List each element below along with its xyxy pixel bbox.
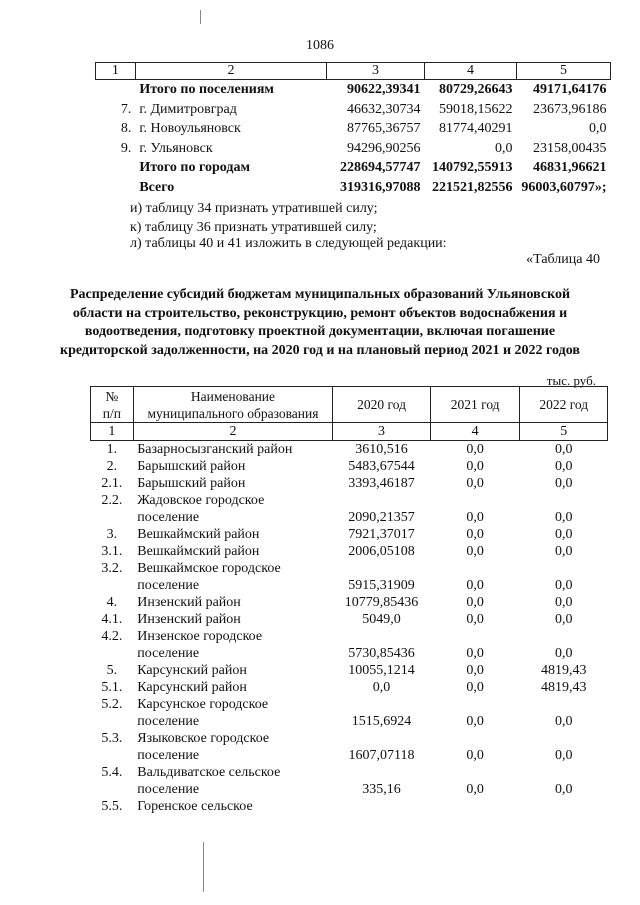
value-2022: 0,0	[554, 442, 573, 457]
table-row	[96, 178, 611, 198]
table-row	[91, 594, 608, 611]
header-cell: 2	[135, 63, 326, 80]
name-line-1: Инзенское городское	[137, 629, 263, 644]
table-row	[91, 458, 608, 475]
value-2020: 3393,46187	[348, 476, 415, 491]
paragraph-l: л) таблицы 40 и 41 изложить в следующей редакции:	[130, 236, 447, 251]
value-2021: 0,0	[466, 578, 484, 593]
value-2021: 0,0	[466, 782, 484, 797]
name-line-1: Базарносызганский район	[137, 442, 293, 457]
name-line-2: поселение	[137, 646, 200, 661]
scan-mark-top	[200, 10, 201, 24]
table-row	[91, 628, 608, 662]
header-name: Наименование муниципального образования	[133, 387, 332, 423]
name-line-2: поселение	[137, 510, 200, 525]
row-number: 4.2.	[101, 629, 123, 644]
row-name: Всего	[139, 179, 175, 195]
summary-table-header	[96, 63, 611, 80]
table-row	[91, 475, 608, 492]
header-cell: 5	[516, 63, 610, 80]
value-2022: 0,0	[554, 544, 573, 559]
row-number: 5.2.	[101, 697, 123, 712]
table-row	[91, 492, 608, 526]
value-2022: 4819,43	[540, 680, 587, 695]
table-row	[91, 543, 608, 560]
table-row	[91, 764, 608, 798]
header-2022: 2022 год	[520, 387, 608, 423]
value-2021: 0,0	[466, 476, 484, 491]
value-2022: 49171,64176	[533, 82, 607, 97]
municipality-name	[133, 662, 332, 679]
row-number: 2.2.	[101, 493, 123, 508]
value-2021: 59018,15622	[438, 101, 513, 117]
value-2021: 0,0	[494, 140, 513, 156]
value-2020: 5483,67544	[348, 459, 415, 474]
value-2020: 94296,90256	[347, 140, 421, 156]
col-number: 1	[91, 423, 134, 441]
name-line-1: Карсунский район	[137, 680, 247, 695]
value-2022: 0,0	[554, 714, 573, 729]
value-2020	[333, 798, 431, 815]
value-2022: 0,0	[554, 527, 573, 542]
name-line-1: Горенское сельское	[137, 799, 253, 814]
value-2020: 2006,05108	[348, 544, 415, 559]
table-row	[91, 798, 608, 815]
municipality-name	[133, 492, 332, 526]
value-2022: 23673,96186	[533, 101, 607, 117]
name-line-2: поселение	[137, 578, 200, 593]
row-number: 2.1.	[101, 476, 123, 491]
col-number: 4	[430, 423, 520, 441]
row-number: 3.1.	[101, 544, 123, 559]
header-cell: 4	[425, 63, 517, 80]
value-2022: 96003,60797»;	[521, 179, 607, 195]
row-number: 5.	[106, 663, 118, 678]
row-name: г. Димитровград	[139, 101, 237, 117]
row-number: 3.	[106, 527, 118, 542]
value-2020: 87765,36757	[347, 121, 421, 137]
value-2022: 0,0	[554, 459, 573, 474]
subsidy-table-header	[91, 387, 608, 423]
value-2021: 0,0	[466, 663, 484, 678]
table-row	[96, 158, 611, 178]
summary-table	[95, 62, 611, 198]
value-2022: 0,0	[554, 748, 573, 763]
municipality-name	[133, 611, 332, 628]
row-name: г. Ульяновск	[139, 140, 213, 156]
table-row	[96, 100, 611, 120]
name-line-2: поселение	[137, 782, 200, 797]
value-2022: 0,0	[554, 646, 573, 661]
row-number: 5.5.	[101, 799, 123, 814]
value-2020: 0,0	[372, 680, 391, 695]
document-title: Распределение субсидий бюджетам муниципальных образований Ульяновской области на строительство, реконструкцию, ремонт объектов водоснабжения и водоотведения, подготовку проектной документации, включая погашение кредиторской задолженности, на 2020 год и на плановый период 2021 и 2022 годов	[60, 287, 580, 358]
row-number	[96, 80, 136, 100]
name-line-1: Вешкаймское городское	[137, 561, 281, 576]
value-2020: 335,16	[362, 782, 401, 797]
municipality-name	[133, 560, 332, 594]
row-number: 2.	[106, 459, 118, 474]
row-number: 3.2.	[101, 561, 123, 576]
name-line-1: Инзенский район	[137, 595, 241, 610]
value-2021: 140792,55913	[431, 160, 513, 176]
row-number: 1.	[106, 442, 118, 457]
value-2021: 0,0	[466, 748, 484, 763]
municipality-name	[133, 543, 332, 560]
table-row	[91, 730, 608, 764]
value-2021: 0,0	[466, 612, 484, 627]
municipality-name	[133, 594, 332, 611]
name-line-1: Барышский район	[137, 459, 246, 474]
row-number: 8.	[120, 121, 132, 137]
table-row	[91, 696, 608, 730]
value-2022: 4819,43	[540, 663, 587, 678]
paragraph-i: и) таблицу 34 признать утратившей силу;	[130, 201, 378, 216]
paragraph-k: к) таблицу 36 признать утратившей силу;	[130, 220, 377, 235]
value-2021: 0,0	[466, 544, 484, 559]
value-2020: 319316,97088	[340, 179, 421, 195]
value-2020: 7921,37017	[348, 527, 415, 542]
row-name: г. Новоульяновск	[139, 121, 241, 137]
table-row	[96, 119, 611, 139]
municipality-name	[133, 696, 332, 730]
name-line-1: Вальдиватское сельское	[137, 765, 281, 780]
municipality-name	[133, 798, 332, 815]
name-line-1: Инзенский район	[137, 612, 241, 627]
header-no: № п/п	[91, 387, 134, 423]
value-2020: 5049,0	[362, 612, 401, 627]
table-row	[91, 560, 608, 594]
value-2021: 80729,26643	[438, 82, 513, 97]
value-2021: 81774,40291	[438, 121, 513, 137]
row-number: 7.	[120, 101, 132, 117]
value-2022: 0,0	[554, 476, 573, 491]
municipality-name	[133, 526, 332, 543]
table-row	[91, 441, 608, 459]
value-2022: 0,0	[554, 510, 573, 525]
value-2020: 3610,516	[355, 442, 408, 457]
value-2020: 90622,39341	[347, 82, 421, 97]
name-line-1: Барышский район	[137, 476, 246, 491]
value-2022: 0,0	[589, 121, 607, 137]
subsidy-table	[90, 386, 608, 815]
table-row	[91, 611, 608, 628]
scan-mark-bottom	[203, 842, 204, 892]
name-line-2: поселение	[137, 748, 200, 763]
value-2020: 228694,57747	[340, 160, 421, 176]
row-number: 5.4.	[101, 765, 123, 780]
municipality-name	[133, 730, 332, 764]
page-number: 1086	[306, 38, 334, 53]
value-2020: 1607,07118	[348, 748, 415, 763]
value-2021: 0,0	[466, 714, 484, 729]
value-2021: 0,0	[466, 646, 484, 661]
municipality-name	[133, 475, 332, 492]
row-name: Итого по поселениям	[139, 82, 274, 97]
value-2022: 0,0	[554, 595, 573, 610]
value-2022: 23158,00435	[533, 140, 607, 156]
value-2021	[430, 798, 520, 815]
unit-label: тыс. руб.	[546, 373, 596, 388]
value-2022: 46831,96621	[533, 160, 607, 176]
table-row	[91, 662, 608, 679]
value-2021: 0,0	[466, 595, 484, 610]
value-2020: 5915,31909	[348, 578, 415, 593]
name-line-1: Вешкаймский район	[137, 544, 260, 559]
value-2020: 10779,85436	[344, 595, 419, 610]
table-row	[91, 526, 608, 543]
value-2020: 1515,6924	[351, 714, 412, 729]
row-number: 5.3.	[101, 731, 123, 746]
value-2021: 0,0	[466, 442, 484, 457]
name-line-1: Языковское городское	[137, 731, 270, 746]
value-2021: 0,0	[466, 510, 484, 525]
value-2020: 2090,21357	[348, 510, 415, 525]
municipality-name	[133, 441, 332, 459]
row-number: 5.1.	[101, 680, 123, 695]
municipality-name	[133, 679, 332, 696]
value-2022: 0,0	[554, 578, 573, 593]
table-row	[96, 80, 611, 100]
table-label: «Таблица 40	[526, 252, 600, 267]
value-2021: 0,0	[466, 527, 484, 542]
col-number: 2	[133, 423, 332, 441]
municipality-name	[133, 764, 332, 798]
column-numbers-row	[91, 423, 608, 441]
row-number	[96, 178, 136, 198]
row-number	[96, 158, 136, 178]
value-2021: 0,0	[466, 459, 484, 474]
value-2020: 10055,1214	[348, 663, 415, 678]
name-line-1: Жадовское городское	[137, 493, 265, 508]
value-2020: 46632,30734	[347, 101, 421, 117]
name-line-1: Вешкаймский район	[137, 527, 260, 542]
municipality-name	[133, 458, 332, 475]
header-cell: 3	[327, 63, 425, 80]
header-2021: 2021 год	[430, 387, 520, 423]
value-2022: 0,0	[554, 782, 573, 797]
row-number: 4.	[106, 595, 118, 610]
value-2021: 0,0	[466, 680, 484, 695]
value-2022	[520, 798, 608, 815]
header-2020: 2020 год	[333, 387, 431, 423]
name-line-2: поселение	[137, 714, 200, 729]
value-2022: 0,0	[554, 612, 573, 627]
col-number: 5	[520, 423, 608, 441]
row-number: 4.1.	[101, 612, 123, 627]
value-2021: 221521,82556	[431, 179, 513, 195]
municipality-name	[133, 628, 332, 662]
name-line-1: Карсунский район	[137, 663, 247, 678]
table-row	[96, 139, 611, 159]
row-number: 9.	[120, 140, 132, 156]
header-cell: 1	[96, 63, 136, 80]
col-number: 3	[333, 423, 431, 441]
value-2020: 5730,85436	[348, 646, 415, 661]
table-row	[91, 679, 608, 696]
name-line-1: Карсунское городское	[137, 697, 269, 712]
row-name: Итого по городам	[139, 160, 250, 176]
